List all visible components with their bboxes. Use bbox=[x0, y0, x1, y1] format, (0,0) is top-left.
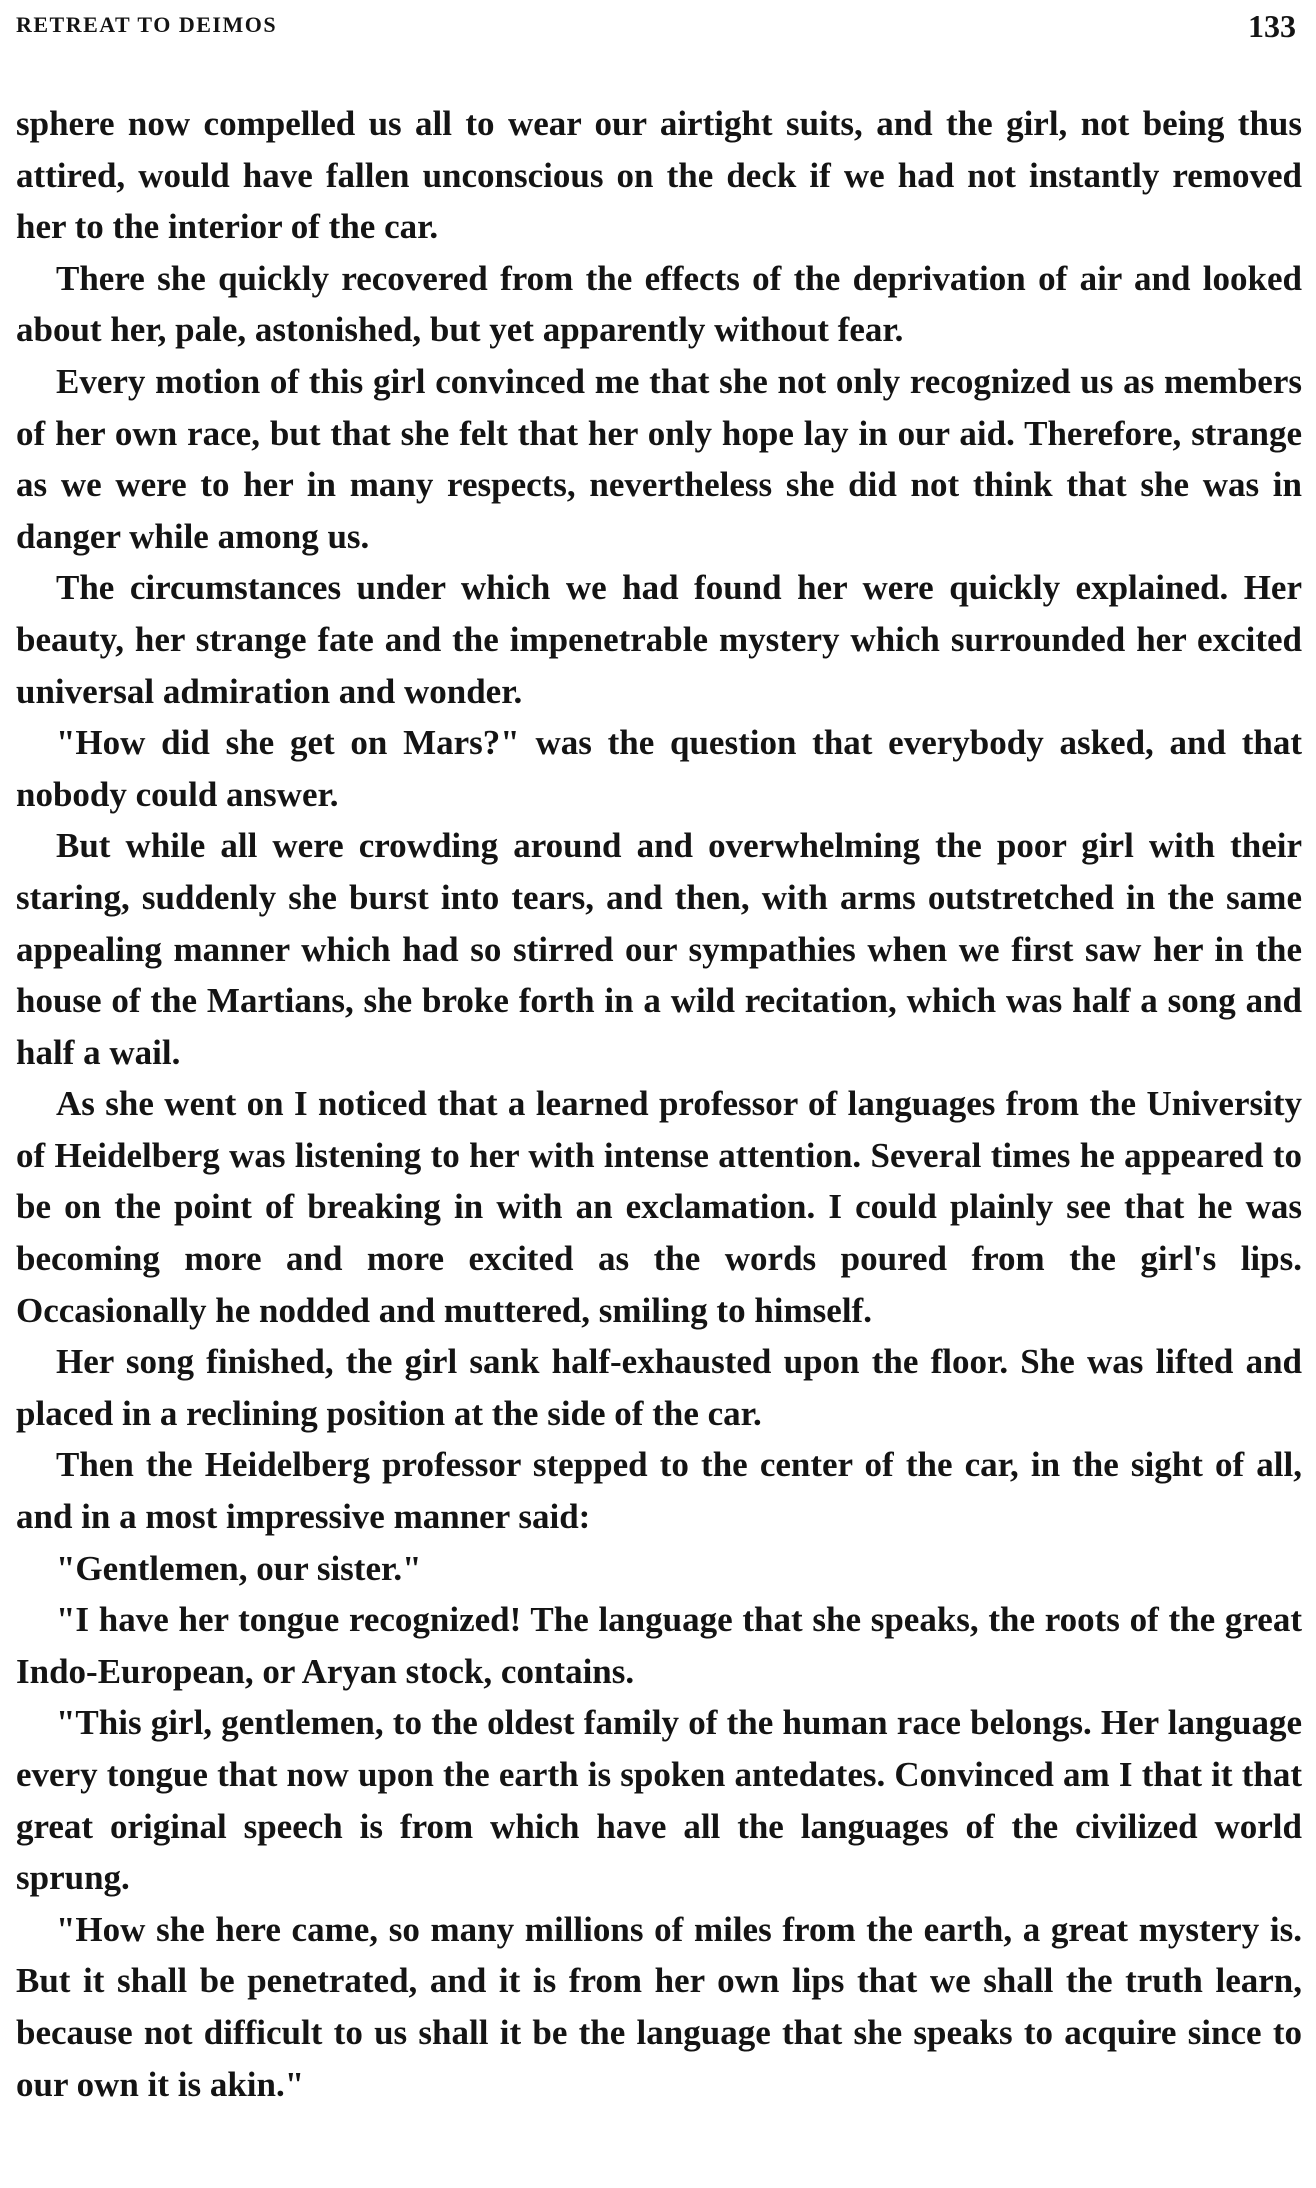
page-number: 133 bbox=[1248, 8, 1296, 44]
paragraph: Her song finished, the girl sank half-exhausted upon the floor. She was lifted and placed in a reclining position at the side of the car. bbox=[16, 1342, 1302, 1433]
paragraph: "Gentlemen, our sister." bbox=[56, 1548, 422, 1588]
running-head bbox=[16, 0, 1302, 52]
paragraph: "I have her tongue recognized! The language that she speaks, the roots of the great Indo-European, or Aryan stock, contains. bbox=[16, 1600, 1302, 1691]
body-text bbox=[16, 98, 1302, 2110]
paragraph: "This girl, gentlemen, to the oldest family of the human race belongs. Her language every tongue that now upon the earth is spoken antedates. Convinced am I that it that great original speech is from which have all the languages of the civilized world sprung. bbox=[16, 1703, 1302, 1898]
paragraph: "How she here came, so many millions of miles from the earth, a great mystery is. But it shall be penetrated, and it is from her own lips that we shall the truth learn, because not difficult to us shall it be the language that she speaks to acquire since to our own it is akin." bbox=[16, 1909, 1302, 2104]
paragraph: But while all were crowding around and overwhelming the poor girl with their staring, suddenly she burst into tears, and then, with arms outstretched in the same appealing manner which had so stirred our sympathies when we first saw her in the house of the Martians, she broke forth in a wild recitation, which was half a song and half a wail. bbox=[16, 826, 1302, 1072]
paragraph: As she went on I noticed that a learned professor of languages from the University of Heidelberg was listening to her with intense attention. Several times he appeared to be on the point of breaking in with an exclamation. I could plainly see that he was becoming more and more excited as the words poured from the girl's lips. Occasionally he nodded and muttered, smiling to himself. bbox=[16, 1084, 1302, 1330]
paragraph: There she quickly recovered from the effects of the deprivation of air and looked about her, pale, astonished, but yet apparently without fear. bbox=[16, 258, 1302, 350]
paragraph: "How did she get on Mars?" was the question that everybody asked, and that nobody could answer. bbox=[16, 723, 1302, 814]
running-title: RETREAT TO DEIMOS bbox=[16, 12, 278, 37]
paragraph: The circumstances under which we had found her were quickly explained. Her beauty, her strange fate and the impenetrable mystery which surrounded her excited universal admiration and wonder. bbox=[16, 568, 1302, 711]
paragraph: Then the Heidelberg professor stepped to the center of the car, in the sight of all, and in a most impressive manner said: bbox=[16, 1445, 1302, 1537]
paragraph: Every motion of this girl convinced me that she not only recognized us as members of her own race, but that she felt that her only hope lay in our aid. Therefore, strange as we were to her in many respects, nevertheless she did not think that she was in danger while among us. bbox=[16, 361, 1302, 556]
paragraph: sphere now compelled us all to wear our airtight suits, and the girl, not being thus attired, would have fallen unconscious on the deck if we had not instantly removed her to the interior of the car. bbox=[16, 104, 1302, 247]
